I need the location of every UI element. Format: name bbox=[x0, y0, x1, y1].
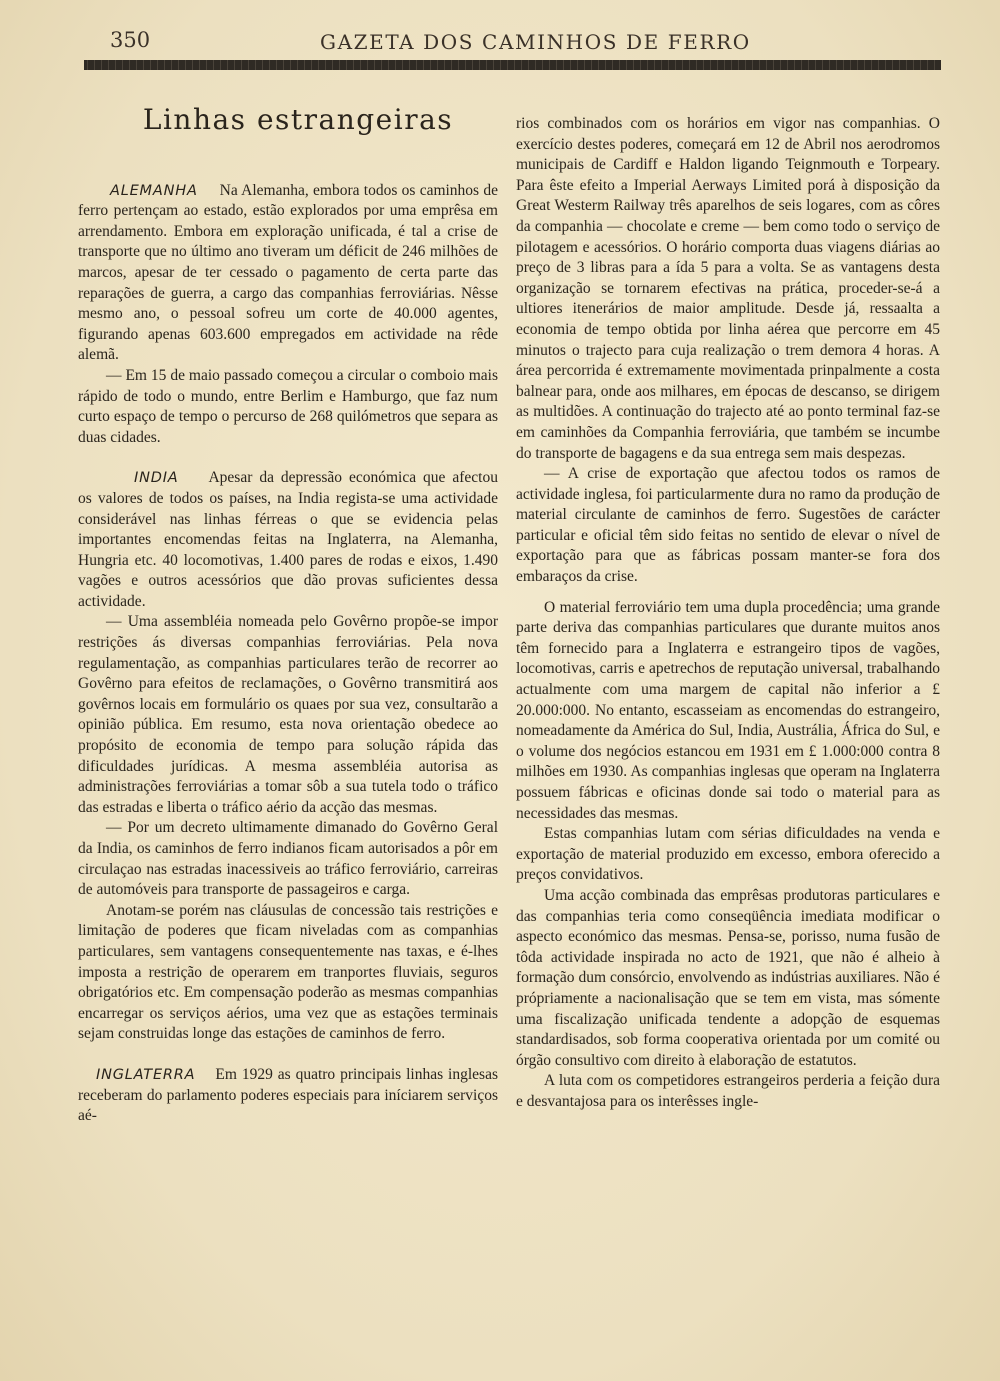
paragraph bbox=[78, 1065, 498, 1127]
paragraph-text: Apesar da depressão económica que afectou os valores de todos os países, na India regista-se uma actividade considerável nas linhas férreas o que se evidencia pelas importantes encomendas feitas na Inglaterra, na Alemanha, Hungria etc. 40 locomotivas, 1.400 pares de rodas e eixos, 1.490 vagões e outros acessórios que dão provas suficientes dessa actividade. bbox=[78, 469, 498, 610]
paragraph: Estas companhias lutam com sérias dificuldades na venda e exportação de material produzido em excesso, embora oferecido a preços convidativos. bbox=[516, 825, 940, 884]
paragraph: Uma acção combinada das emprêsas produtoras particulares e das companhias teria como conseqüência imediata modificar o aspecto económico das mesmas. Pensa-se, porisso, numa fusão de tôda actividade inspirada no acto de 1921, que não é alheio à formação dum consórcio, envolvendo as indústrias auxiliares. Não é própriamente a nacionalisação que se tem em vista, mas sómente uma fiscalização unificada tendente a adopção de esquemas standardisados, sob forma cooperativa orientada por um comité ou órgão consultivo com direito à elaboração de estatutos. bbox=[516, 886, 940, 1069]
header-rule bbox=[84, 60, 941, 70]
paragraph-text: Na Alemanha, embora todos os caminhos de ferro pertençam ao estado, estão explorados por uma emprêsa em arrendamento. Embora em exploração unificada, é tal a crise de transporte que no último ano tiveram um déficit de 246 milhões de marcos, apesar de ter cessado o pagamento de certa parte das reparações de guerra, a cargo das companhias ferroviárias. Nêsse mesmo ano, o pessoal sofreu um corte de 40.000 agentes, figurando apenas 603.600 empregados em actividade na rêde alemã. bbox=[78, 181, 498, 364]
paragraph: — A crise de exportação que afectou todos os ramos de actividade inglesa, foi particularmente dura no ramo da produção de material circulante de caminhos de ferro. Sugestões de carácter particular e oficial têm sido feitas no sentido de elevar o nível de exportação para que as fábricas possam manter-se fora dos embaraços da crise. bbox=[516, 465, 940, 586]
section-heading-alemanha: ALEMANHA bbox=[110, 182, 198, 199]
paragraph bbox=[78, 181, 498, 366]
page-header bbox=[80, 26, 940, 56]
left-column bbox=[78, 103, 498, 1127]
paragraph bbox=[78, 468, 498, 612]
section-inglaterra bbox=[78, 1065, 498, 1127]
paragraph-text: Em 1929 as quatro principais linhas inglesas receberam do parlamento poderes especiais para iníciarem serviços aé- bbox=[78, 1065, 498, 1125]
article-title: Linhas estrangeiras bbox=[142, 103, 454, 136]
page-number: 350 bbox=[110, 28, 151, 52]
paragraph: — Por um decreto ultimamente dimanado do Govêrno Geral da India, os caminhos de ferro indianos ficam autorisados a pôr em circulaçao nas estradas inacessiveis ao tráfico ferroviário, carreiras de automóveis para transporte de passageiros e carga. bbox=[78, 819, 498, 899]
section-alemanha bbox=[78, 181, 498, 449]
paragraph: Anotam-se porém nas cláusulas de concessão tais restrições e limitação de poderes que ficam niveladas com as companhias particulares, sem vantagens consequentemente nas taxas, e é-lhes imposta a restrição de operarem em tranportes fluviais, seguros obrigatórios etc. Em compensação poderão as mesmas companhias encarregar os serviços aérios, uma vez que as estações terminais sejam construidas longe das estações de caminhos de ferro. bbox=[78, 901, 498, 1043]
paragraph: — Em 15 de maio passado começou a circular o comboio mais rápido de todo o mundo, entre Berlim e Hamburgo, que faz num curto espaço de tempo o percurso de 268 quilómetros que separa as duas cidades. bbox=[78, 366, 498, 446]
section-india bbox=[78, 468, 498, 1045]
section-heading-india: INDIA bbox=[134, 470, 179, 487]
running-title: GAZETA DOS CAMINHOS DE FERRO bbox=[320, 30, 751, 54]
paragraph: — Uma assembléia nomeada pelo Govêrno propõe-se impor restrições ás diversas companhias ferroviárias. Pela nova regulamentação, as companhias particulares terão de recorrer ao Govêrno para efeitos de reclamações, o Govêrno transmitirá aos govêrnos locais em formulário os quaes por sua vez, consultarão a opinião pública. Em resumo, esta nova orientação obedece ao propósito de economia de tempo para solução rápida das dificuldades jurídicas. A mesma assembléia autorisa as administrações ferroviárias a tomar sôb a sua tutela todo o tráfico das estradas e liberta o tráfico aério da acção das mesmas. bbox=[78, 613, 498, 816]
paragraph: A luta com os competidores estrangeiros perderia a feição dura e desvantajosa para os interêsses ingle- bbox=[516, 1072, 940, 1110]
section-heading-inglaterra: INGLATERRA bbox=[96, 1066, 196, 1083]
paragraph: rios combinados com os horários em vigor nas companhias. O exercício destes poderes, começará em 12 de Abril nos aerodromos municipais de Cardiff e Haldon ligando Teignmouth e Torpeary. Para êste efeito a Imperial Aerways Limited porá à disposição da Great Westerm Railway três aparelhos de seis logares, com as côres da companhia — chocolate e creme — bem como todo o serviço de pilotagem e acessórios. O horário comporta duas viagens diárias ao preço de 3 libras para a ída 5 para a volta. Se as vantagens desta organização se tornarem efectivas na prática, proceder-se-á a ultiores itenerários de maior amplitude. Desde já, ressaalta a economia de tempo obtida por linha aérea que percorre em 45 minutos o trajecto para cuja realização o trem demora 4 horas. A área percorrida é extremamente movimentada prinpalmente a costa balnear para, onde aos milhares, em épocas de descanso, se dirigem as multidões. A continuação do trajecto até ao ponto terminal faz-se em caminhões da Companhia ferroviária, que também se incumbe do transporte de bagagens e da sua entrega sem mais despezas. bbox=[516, 115, 940, 462]
right-column bbox=[516, 114, 940, 1113]
paragraph: O material ferroviário tem uma dupla procedência; uma grande parte deriva das companhias particulares que durante muitos anos têm fornecido para a Inglaterra e estrangeiro tipos de vagões, locomotivas, carris e apetrechos de reputação universal, trabalhando actualmente com uma margem de capital não inferior a £ 20.000:000. No entanto, escasseiam as encomendas do estrangeiro, nomeadamente da América do Sul, India, Austrália, África do Sul, e o volume dos negócios estancou em 1931 em £ 1.000:000 contra 8 milhões em 1930. As companhias inglesas que operam na Inglaterra possuem fábricas e oficinas donde sai todo o material para as necessidades das mesmas. bbox=[516, 598, 940, 822]
